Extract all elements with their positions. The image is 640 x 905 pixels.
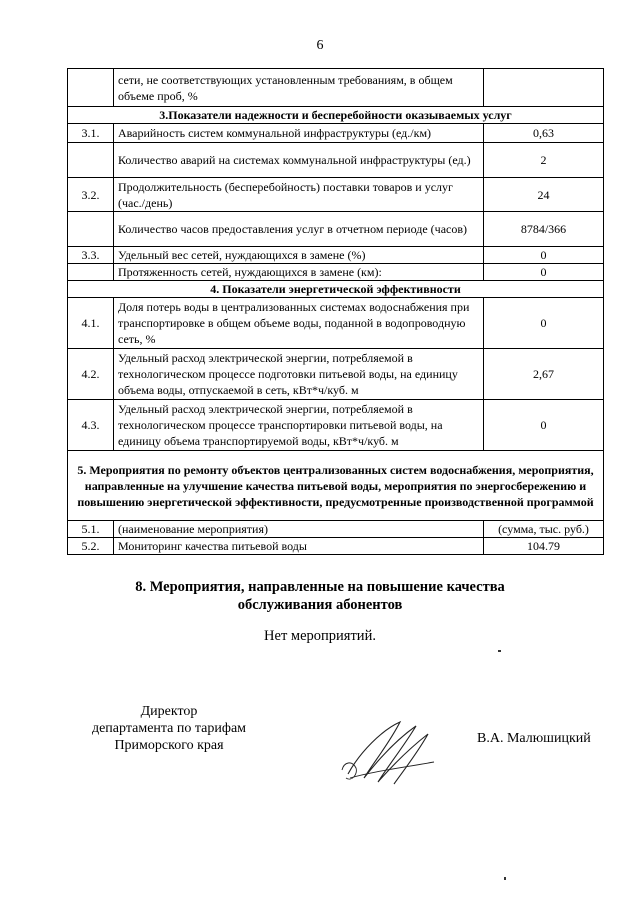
signatory-title (74, 703, 264, 754)
signatory-title-line: департамента по тарифам (91, 721, 247, 736)
table-row (68, 212, 604, 247)
row-text: Протяженность сетей, нуждающихся в замене (км): (114, 264, 484, 281)
section-3-title: 3.Показатели надежности и бесперебойности оказываемых услуг (68, 107, 604, 124)
row-value: 2 (484, 143, 604, 178)
row-text: Количество аварий на системах коммунальной инфраструктуры (ед.) (114, 143, 484, 178)
section-8-title-line: обслуживания абонентов (237, 597, 403, 613)
table-row (68, 247, 604, 264)
row-value: 0,63 (484, 124, 604, 143)
table-row (68, 178, 604, 212)
row-number (68, 264, 114, 281)
row-value (484, 69, 604, 107)
row-text: Количество часов предоставления услуг в отчетном периоде (часов) (114, 212, 484, 247)
row-text: Мониторинг качества питьевой воды (114, 538, 484, 555)
row-number: 4.1. (68, 298, 114, 349)
row-value: 0 (484, 400, 604, 451)
row-value: 0 (484, 247, 604, 264)
row-number (68, 143, 114, 178)
table-row (68, 298, 604, 349)
signatory-name: В.А. Малюшицкий (477, 731, 591, 746)
section-header-row (68, 281, 604, 298)
indicators-table (67, 68, 604, 555)
section-4-title: 4. Показатели энергетической эффективности (68, 281, 604, 298)
row-number: 3.1. (68, 124, 114, 143)
row-number: 5.2. (68, 538, 114, 555)
row-text: Удельный расход электрической энергии, потребляемой в технологическом процессе подготовки питьевой воды, на единицу объема воды, отпускаемой в сеть, кВт*ч/куб. м (114, 349, 484, 400)
row-text: (наименование мероприятия) (114, 521, 484, 538)
row-text: Удельный расход электрической энергии, потребляемой в технологическом процессе транспортировки питьевой воды, на единицу объема транспортируемой воды, кВт*ч/куб. м (114, 400, 484, 451)
row-text: сети, не соответствующих установленным требованиям, в общем объеме проб, % (114, 69, 484, 107)
row-text: Доля потерь воды в централизованных системах водоснабжения при транспортировке в общем объеме воды, поданной в водопроводную сеть, % (114, 298, 484, 349)
row-value: 24 (484, 178, 604, 212)
row-number (68, 69, 114, 107)
table-row (68, 143, 604, 178)
row-number: 4.2. (68, 349, 114, 400)
table-row (68, 538, 604, 555)
row-text: Аварийность систем коммунальной инфраструктуры (ед./км) (114, 124, 484, 143)
row-value: 2,67 (484, 349, 604, 400)
section-5-title: 5. Мероприятия по ремонту объектов централизованных систем водоснабжения, мероприятия, направленные на улучшение качества питьевой воды, мероприятия по энергосбережению и повышению энергетической эффективности, предусмотренные производственной программой (68, 451, 604, 521)
row-value: (сумма, тыс. руб.) (484, 521, 604, 538)
handwritten-signature (330, 712, 450, 792)
section-header-row (68, 107, 604, 124)
section-header-row (68, 451, 604, 521)
table-row (68, 521, 604, 538)
signatory-title-line: Приморского края (114, 738, 224, 753)
scan-speck (498, 650, 501, 652)
row-value: 0 (484, 298, 604, 349)
page-number: 6 (316, 38, 324, 53)
row-number (68, 212, 114, 247)
section-8-title (0, 578, 640, 614)
table-row (68, 69, 604, 107)
table-row (68, 124, 604, 143)
table-row (68, 400, 604, 451)
row-number: 4.3. (68, 400, 114, 451)
signatory-title-line: Директор (140, 704, 198, 719)
row-value: 0 (484, 264, 604, 281)
section-8-title-line: 8. Мероприятия, направленные на повышение качества (135, 579, 505, 595)
row-text: Удельный вес сетей, нуждающихся в замене (%) (114, 247, 484, 264)
no-measures-note: Нет мероприятий. (264, 628, 376, 644)
row-value: 104.79 (484, 538, 604, 555)
table-row (68, 349, 604, 400)
row-number: 3.3. (68, 247, 114, 264)
scan-speck (504, 877, 506, 880)
row-text: Продолжительность (бесперебойность) поставки товаров и услуг (час./день) (114, 178, 484, 212)
row-number: 5.1. (68, 521, 114, 538)
row-number: 3.2. (68, 178, 114, 212)
row-value: 8784/366 (484, 212, 604, 247)
table-row (68, 264, 604, 281)
